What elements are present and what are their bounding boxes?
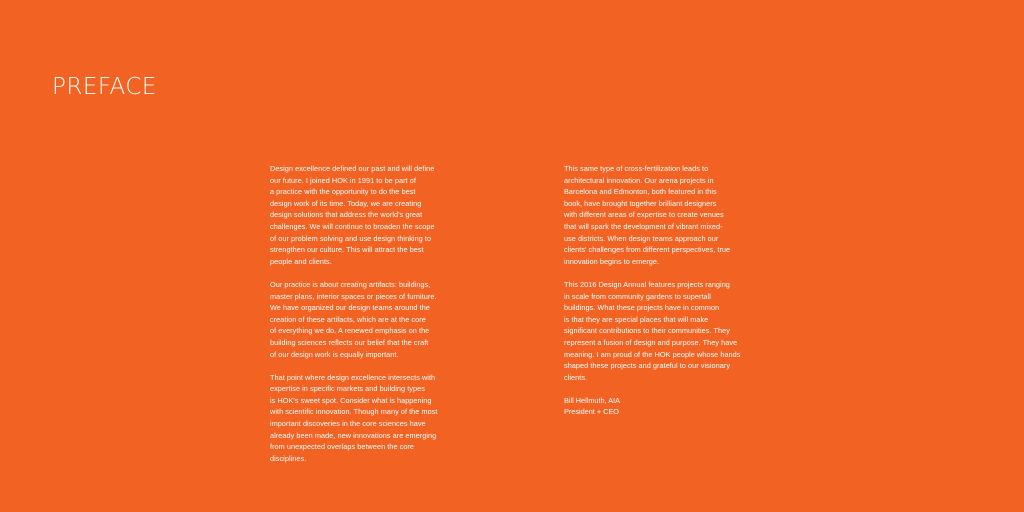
signature-name: Bill Hellmuth, AIA (564, 395, 620, 405)
signature-role: President + CEO (564, 407, 619, 417)
right-text-column (564, 163, 756, 418)
paragraph-line: represent a fusion of design and purpose. They have (564, 337, 738, 347)
paragraph-line: Barcelona and Edmonton, both featured in this (564, 187, 717, 197)
paragraph-line: important discoveries in the core sciences have (270, 419, 426, 429)
body-paragraph (564, 279, 756, 383)
paragraph-line: of our design work is equally important. (270, 349, 399, 359)
paragraph-line: Our practice is about creating artifacts: buildings, (270, 279, 431, 289)
paragraph-line: design work of its time. Today, we are creating (270, 198, 422, 208)
paragraph-line: clients. (564, 372, 588, 382)
paragraph-line: This 2016 Design Annual features projects ranging (564, 279, 730, 289)
paragraph-line: of everything we do. A renewed emphasis on the (270, 326, 430, 336)
paragraph-line: challenges. We will continue to broaden the scope (270, 221, 435, 231)
paragraph-line: strengthen our culture. This will attract the best (270, 245, 424, 255)
paragraph-line: book, have brought together brilliant designers (564, 198, 717, 208)
paragraph-line: design solutions that address the world's great (270, 210, 423, 220)
page-title: PREFACE (52, 74, 157, 100)
paragraph-line: expertise in specific markets and building types (270, 384, 425, 394)
paragraph-line: in scale from community gardens to supertall (564, 291, 711, 301)
paragraph-line: clients' challenges from different perspectives, true (564, 245, 731, 255)
paragraph-line: of our problem solving and use design thinking to (270, 233, 432, 243)
paragraph-line: from unexpected overlaps between the core (270, 442, 415, 452)
left-text-column (270, 163, 462, 476)
paragraph-line: meaning. I am proud of the HOK people whose hands (564, 349, 741, 359)
signature-block (564, 395, 756, 418)
paragraph-line: creation of these artifacts, which are at the core (270, 314, 426, 324)
paragraph-line: Design excellence defined our past and will define (270, 164, 435, 173)
body-paragraph (564, 163, 756, 267)
paragraph-line: That point where design excellence intersects with (270, 372, 436, 382)
paragraph-line: is that they are special places that will make (564, 314, 709, 324)
paragraph-line: shaped these projects and grateful to our visionary (564, 361, 731, 371)
paragraph-line: building sciences reflects our belief that the craft (270, 337, 429, 347)
paragraph-line: significant contributions to their communities. They (564, 326, 730, 336)
paragraph-line: is HOK's sweet spot. Consider what is happening (270, 395, 432, 405)
body-paragraph (270, 372, 462, 465)
paragraph-line: innovation begins to emerge. (564, 256, 660, 266)
paragraph-line: people and clients. (270, 256, 332, 266)
body-paragraph (270, 163, 462, 267)
paragraph-line: already been made, new innovations are emerging (270, 430, 437, 440)
paragraph-line: buildings. What these projects have in common (564, 303, 720, 313)
paragraph-line: a practice with the opportunity to do the best (270, 187, 416, 197)
paragraph-line: that will spark the development of vibrant mixed- (564, 221, 723, 231)
paragraph-line: with different areas of expertise to create venues (564, 210, 724, 220)
paragraph-line: We have organized our design teams around the (270, 303, 430, 313)
paragraph-line: master plans, interior spaces or pieces of furniture. (270, 291, 437, 301)
paragraph-line: our future. I joined HOK in 1991 to be part of (270, 175, 416, 185)
paragraph-line: with scientific innovation. Though many of the most (270, 407, 438, 417)
paragraph-line: disciplines. (270, 453, 307, 463)
paragraph-line: This same type of cross-fertilization leads to (564, 164, 709, 173)
paragraph-line: use districts. When design teams approach our (564, 233, 719, 243)
paragraph-line: architectural innovation. Our arena projects in (564, 175, 714, 185)
body-paragraph (270, 279, 462, 360)
